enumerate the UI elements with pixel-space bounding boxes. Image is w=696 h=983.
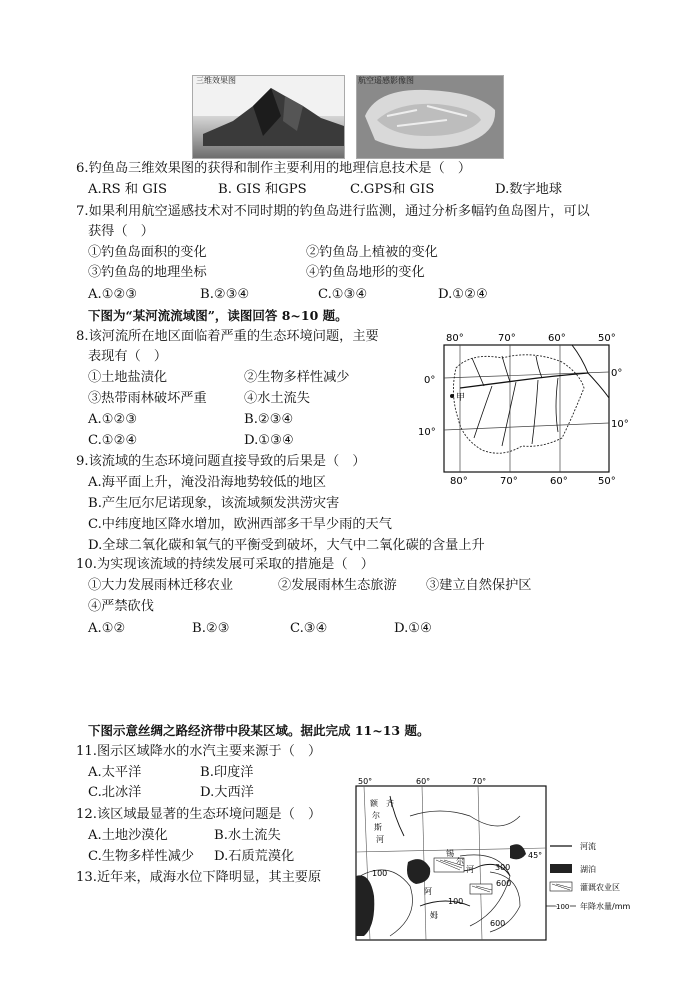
q8-item-1: ①土地盐渍化	[88, 370, 168, 385]
map1-top-label-3: 60°	[548, 333, 566, 344]
q6-stem: 6.钓鱼岛三维效果图的获得和制作主要利用的地理信息技术是（ ）	[76, 161, 472, 176]
map1-bottom-label-4: 50°	[598, 476, 616, 487]
river-basin-map	[412, 328, 630, 488]
map2-legend	[546, 841, 630, 911]
q7-item-1: ①钓鱼岛面积的变化	[88, 245, 207, 260]
q8-item-3: ③热带雨林破坏严重	[88, 391, 207, 406]
island-aerial-image	[357, 76, 503, 158]
map2-char-7: 尔	[456, 857, 464, 866]
q9-option-d: D.全球二氧化碳和氧气的平衡受到破坏，大气中二氧化碳的含量上升	[88, 538, 485, 553]
q7-option-b: B.②③④	[200, 287, 250, 302]
q10-stem: 10.为实现该流域的持续发展可采取的措施是（ ）	[76, 557, 374, 572]
q7-item-4: ④钓鱼岛地形的变化	[306, 265, 425, 280]
q12-option-b: B.水土流失	[214, 828, 281, 843]
legend-lake-label: 湖泊	[580, 865, 596, 874]
map2-char-3: 齐	[386, 799, 394, 808]
map1-marker-label: 甲	[456, 393, 466, 403]
map2-lat-label: 45°	[528, 851, 543, 860]
q7-stem-cont: 获得（ ）	[88, 224, 154, 239]
silk-road-map	[350, 776, 670, 944]
legend-irrigation-label: 灌溉农业区	[580, 883, 620, 892]
map1-right-label-2: 10°	[611, 419, 629, 430]
map2-char-2: 尔	[372, 811, 380, 820]
q7-option-d: D.①②④	[438, 287, 488, 302]
q8-item-4: ④水土流失	[244, 391, 310, 406]
photo-aerial-island	[356, 75, 504, 159]
map1-right-label-1: 0°	[611, 368, 623, 379]
map2-char-10: 姆	[430, 911, 438, 920]
q8-option-d: D.①③④	[244, 433, 294, 448]
map1-top-label-1: 80°	[446, 333, 464, 344]
map1-left-label-1: 0°	[424, 375, 436, 386]
q10-option-d: D.①④	[394, 621, 432, 636]
q9-option-a: A.海平面上升，淹没沿海地势较低的地区	[88, 475, 326, 490]
q8-stem: 8.该河流所在地区面临着严重的生态环境问题，主要	[76, 329, 379, 344]
q12-option-c: C.生物多样性减少	[88, 849, 195, 864]
q6-option-b: B. GIS 和GPS	[218, 182, 307, 197]
map2-top-label-3: 70°	[472, 777, 487, 786]
q12-stem: 12.该区域最显著的生态环境问题是（ ）	[76, 807, 322, 822]
q8-stem-cont: 表现有（ ）	[88, 349, 168, 364]
q11-option-d: D.大西洋	[200, 785, 254, 800]
photo-3d-island	[192, 75, 345, 159]
q10-option-b: B.②③	[192, 621, 230, 636]
map1-marker-dot	[450, 394, 454, 398]
map2-isoline-2: 300	[495, 863, 511, 872]
q12-option-d: D.石质荒漠化	[214, 849, 295, 864]
q6-option-c: C.GPS和 GIS	[350, 182, 435, 197]
map1-top-label-2: 70°	[498, 333, 516, 344]
map1-top-label-4: 50°	[598, 333, 616, 344]
map2-isoline-3: 600	[496, 879, 512, 888]
q10-option-c: C.③④	[290, 621, 328, 636]
q8-option-a: A.①②③	[88, 412, 138, 427]
q7-stem: 7.如果利用航空遥感技术对不同时期的钓鱼岛进行监测，通过分析多幅钓鱼岛图片，可以	[76, 204, 590, 219]
q9-option-c: C.中纬度地区降水增加，欧洲西部多干旱少雨的天气	[88, 517, 392, 532]
legend-isoline-label: 年降水量/mm	[580, 902, 631, 911]
q10-item-3: ③建立自然保护区	[426, 578, 532, 593]
photo-right-caption: 航空遥感影像图	[358, 76, 414, 85]
map2-top-label-1: 50°	[358, 777, 373, 786]
legend-river-label: 河流	[580, 842, 596, 851]
q8-item-2: ②生物多样性减少	[244, 370, 350, 385]
q8-option-c: C.①②④	[88, 433, 138, 448]
map2-char-8: 河	[466, 865, 474, 874]
q11-option-c: C.北冰洋	[88, 785, 142, 800]
section-heading-2: 下图示意丝绸之路经济带中段某区域。据此完成 11~13 题。	[88, 723, 430, 738]
map2-char-5: 河	[376, 835, 384, 844]
map2-isoline-5: 600	[490, 919, 506, 928]
q7-item-3: ③钓鱼岛的地理坐标	[88, 265, 207, 280]
q10-item-1: ①大力发展雨林迁移农业	[88, 578, 234, 593]
q10-option-a: A.①②	[88, 621, 126, 636]
map2-char-9: 阿	[424, 887, 432, 896]
legend-lake-symbol	[550, 864, 572, 873]
q7-item-2: ②钓鱼岛上植被的变化	[306, 245, 438, 260]
legend-isoline-value: 100	[556, 903, 570, 911]
map2-isoline-4: 100	[448, 897, 464, 906]
q7-option-a: A.①②③	[88, 287, 138, 302]
q10-item-2: ②发展雨林生态旅游	[278, 578, 397, 593]
q9-option-b: B.产生厄尔尼诺现象，该流域频发洪涝灾害	[88, 496, 340, 511]
photo-left-caption: 三维效果图	[196, 76, 236, 85]
map2-char-1: 额	[370, 799, 378, 808]
q10-item-4: ④严禁砍伐	[88, 599, 154, 614]
map1-left-label-2: 10°	[418, 427, 436, 438]
map1-bottom-label-1: 80°	[450, 476, 468, 487]
map1-bottom-label-2: 70°	[500, 476, 518, 487]
q6-option-a: A.RS 和 GIS	[88, 182, 168, 197]
q11-stem: 11.图示区域降水的水汽主要来源于（ ）	[76, 744, 322, 759]
map2-char-6: 锡	[446, 849, 454, 858]
map2-top-label-2: 60°	[416, 777, 431, 786]
q13-stem: 13.近年来，咸海水位下降明显，其主要原	[76, 870, 322, 885]
q12-option-a: A.土地沙漠化	[88, 828, 168, 843]
q9-stem: 9.该流域的生态环境问题直接导致的后果是（ ）	[76, 454, 366, 469]
map2-isoline-1: 100	[372, 869, 388, 878]
q8-option-b: B.②③④	[244, 412, 294, 427]
q7-option-c: C.①③④	[318, 287, 368, 302]
map1-bottom-label-3: 60°	[550, 476, 568, 487]
q11-option-a: A.太平洋	[88, 765, 142, 780]
map2-char-4: 斯	[374, 823, 382, 832]
q6-option-d: D.数字地球	[495, 182, 563, 197]
island-3d-image	[193, 76, 344, 158]
q11-option-b: B.印度洋	[200, 765, 254, 780]
section-heading-1: 下图为“某河流流域图”，读图回答 8~10 题。	[88, 308, 348, 323]
